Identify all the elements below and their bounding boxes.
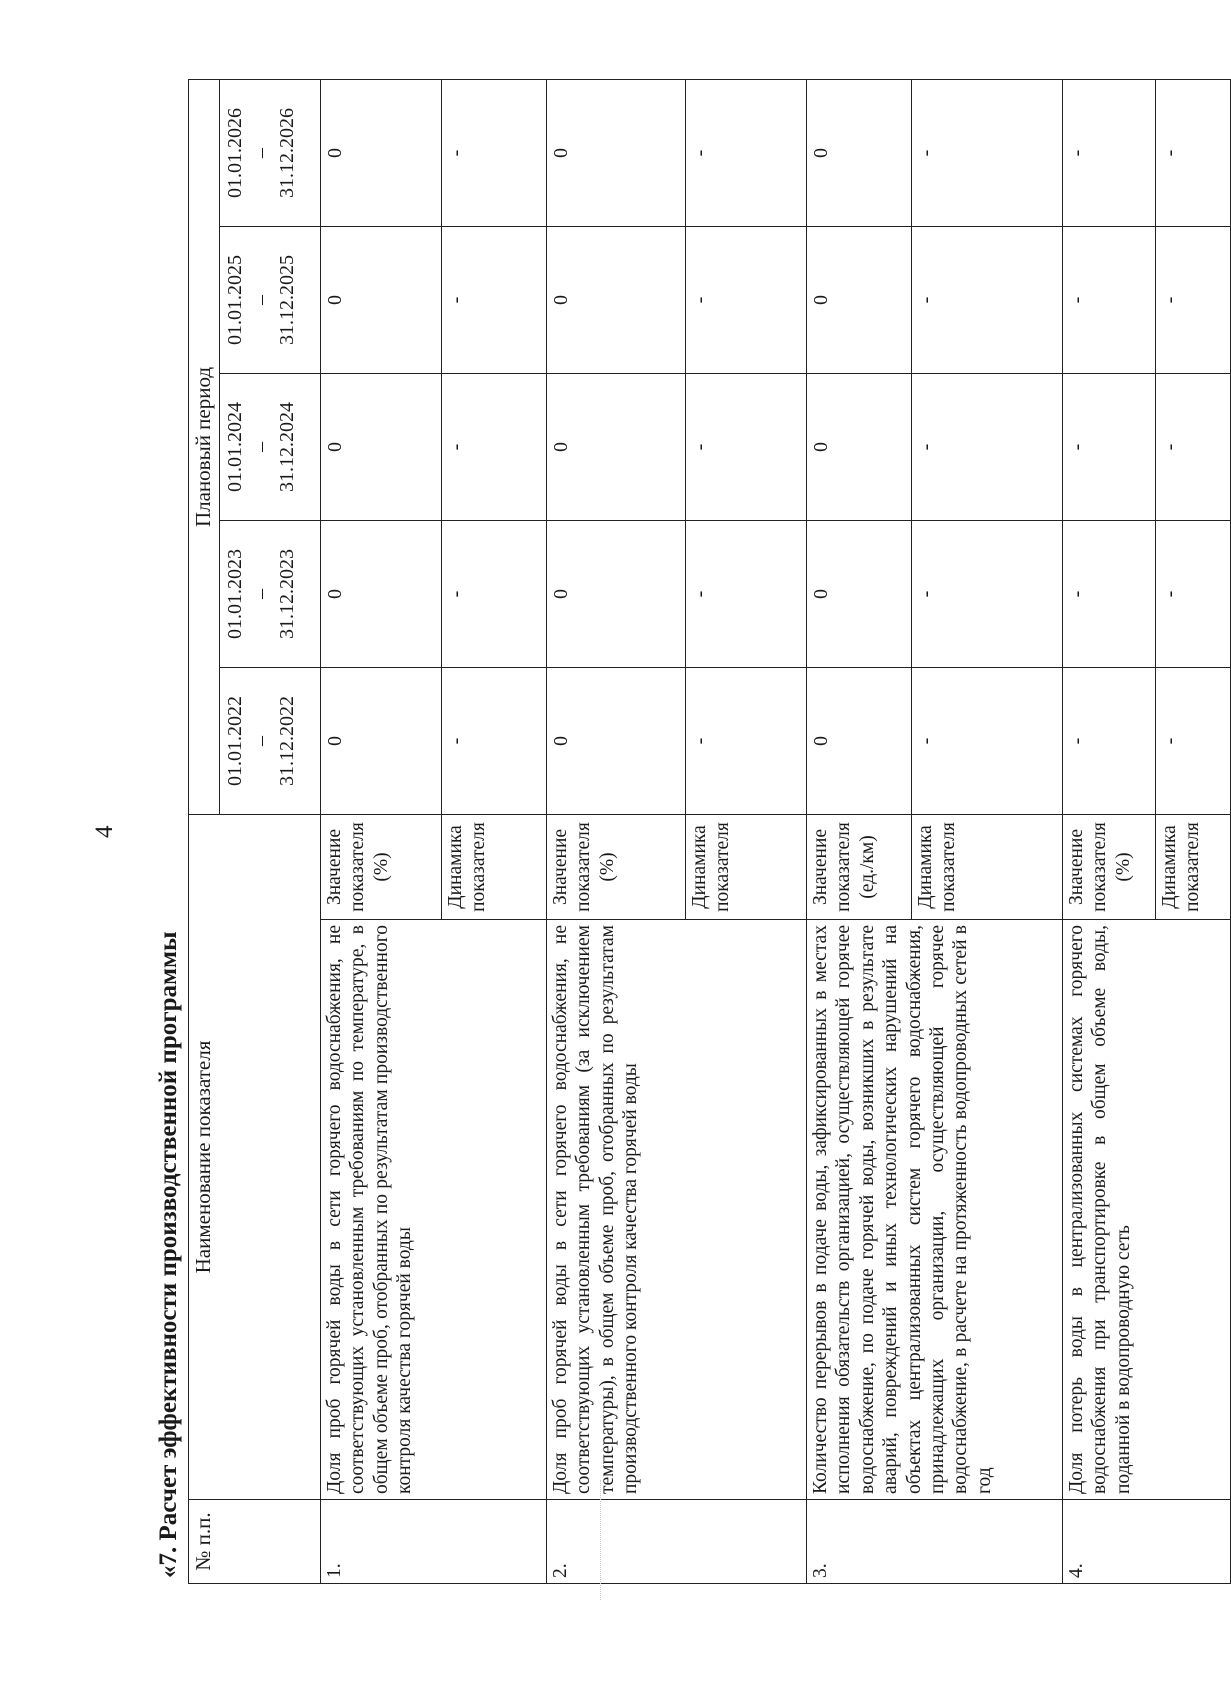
value-cell: 0 — [547, 373, 686, 520]
value-cell: 0 — [321, 226, 442, 373]
performance-table — [188, 79, 1231, 1584]
dynamics-cell: - — [686, 226, 807, 373]
header-period-2026: 01.01.2026 – 31.12.2026 — [220, 79, 321, 226]
row-number: 4. — [1063, 1500, 1231, 1584]
value-label: Значение показателя (%) — [547, 814, 686, 919]
dynamics-cell: - — [912, 79, 1063, 226]
value-label: Значение показателя (%) — [321, 814, 442, 919]
row-number: 2. — [547, 1500, 807, 1584]
value-label: Значение показателя (%) — [1063, 814, 1156, 919]
value-cell: 0 — [547, 520, 686, 667]
value-cell: - — [1063, 79, 1156, 226]
value-cell: 0 — [807, 226, 912, 373]
value-cell: - — [1063, 667, 1156, 814]
dynamics-cell: - — [1156, 520, 1231, 667]
value-cell: 0 — [807, 79, 912, 226]
dynamics-cell: - — [442, 226, 547, 373]
value-cell: - — [1063, 373, 1156, 520]
dynamics-cell: - — [1156, 667, 1231, 814]
header-name: Наименование показателя — [189, 814, 321, 1499]
dynamics-label: Динамика показателя — [442, 814, 547, 919]
value-cell: 0 — [807, 667, 912, 814]
indicator-name: Доля потерь воды в централизованных системах горячего водоснабжения при транспортировке в общем объеме воды, поданной в водопроводную сеть — [1063, 920, 1231, 1500]
table-row — [547, 79, 686, 1583]
dynamics-cell: - — [1156, 79, 1231, 226]
header-period-2024: 01.01.2024 – 31.12.2024 — [220, 373, 321, 520]
value-cell: 0 — [321, 373, 442, 520]
dynamics-cell: - — [912, 226, 1063, 373]
dynamics-cell: - — [442, 667, 547, 814]
dynamics-cell: - — [686, 520, 807, 667]
value-cell: 0 — [321, 520, 442, 667]
section-title: «7. Расчет эффективности производственной программы — [155, 931, 182, 1578]
dynamics-cell: - — [686, 667, 807, 814]
dynamics-cell: - — [442, 520, 547, 667]
row-number: 3. — [807, 1500, 1063, 1584]
dynamics-label: Динамика показателя — [1156, 814, 1231, 919]
dynamics-cell: - — [1156, 226, 1231, 373]
dynamics-cell: - — [442, 79, 547, 226]
value-cell: 0 — [547, 226, 686, 373]
row-number: 1. — [321, 1500, 547, 1584]
value-cell: 0 — [807, 520, 912, 667]
scan-artifact — [600, 1480, 631, 1600]
indicator-name: Доля проб горячей воды в сети горячего водоснабжения, не соответствующих установленным требованиям (за исключением температуры), в общем объеме проб, отобранных по результатам производственного контроля качества горячей воды — [547, 920, 807, 1500]
header-period-2025: 01.01.2025 – 31.12.2025 — [220, 226, 321, 373]
value-cell: - — [1063, 226, 1156, 373]
header-plan-period: Плановый период — [189, 79, 220, 814]
header-period-2022: 01.01.2022 – 31.12.2022 — [220, 667, 321, 814]
dynamics-cell: - — [686, 373, 807, 520]
value-cell: 0 — [321, 667, 442, 814]
table-row — [1063, 79, 1156, 1583]
dynamics-label: Динамика показателя — [912, 814, 1063, 919]
value-cell: 0 — [547, 79, 686, 226]
value-cell: 0 — [807, 373, 912, 520]
rotated-content — [150, 80, 1204, 1584]
table-row — [321, 79, 442, 1583]
value-cell: - — [1063, 520, 1156, 667]
table-row — [807, 79, 912, 1583]
value-cell: 0 — [547, 667, 686, 814]
dynamics-cell: - — [912, 520, 1063, 667]
value-label: Значение показателя (ед./км) — [807, 814, 912, 919]
dynamics-cell: - — [1156, 373, 1231, 520]
dynamics-cell: - — [442, 373, 547, 520]
dynamics-cell: - — [912, 667, 1063, 814]
header-period-2023: 01.01.2023 – 31.12.2023 — [220, 520, 321, 667]
page-number: 4 — [91, 825, 118, 838]
indicator-name: Доля проб горячей воды в сети горячего водоснабжения, не соответствующих установленным требованиям по температуре, в общем объеме проб, отобранных по результатам производственного контроля качества горячей воды — [321, 920, 547, 1500]
indicator-name: Количество перерывов в подаче воды, зафиксированных в местах исполнения обязательств организацией, осуществляющей горячее водоснабжение, по подаче горячей воды, возникших в результате аварий, повреждений и иных технологических нарушений на объектах централизованных систем горячего водоснабжения, принадлежащих организации, осуществляющей горячее водоснабжение, в расчете на протяженность водопроводных сетей в год — [807, 920, 1063, 1500]
dynamics-cell: - — [686, 79, 807, 226]
value-cell: 0 — [321, 79, 442, 226]
header-num: № п.п. — [189, 1500, 321, 1584]
dynamics-cell: - — [912, 373, 1063, 520]
dynamics-label: Динамика показателя — [686, 814, 807, 919]
